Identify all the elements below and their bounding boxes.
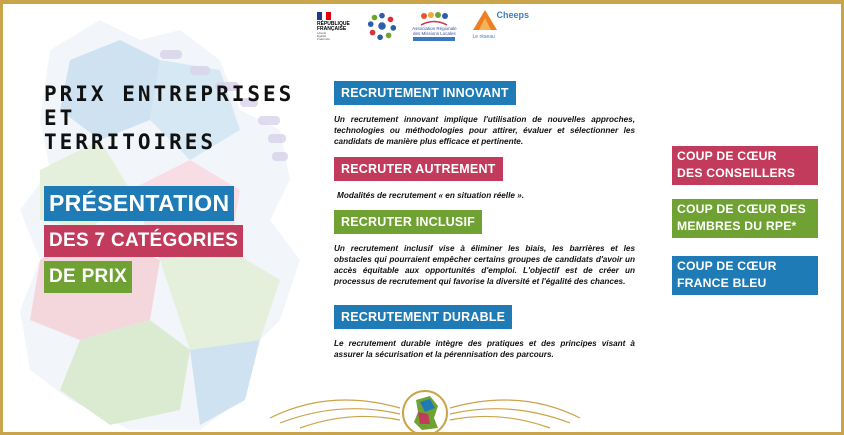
event-title [44, 82, 324, 154]
coup-de-coeur-france-bleu: COUP DE CŒUR FRANCE BLEU [672, 256, 818, 295]
category-recrutement-durable: RECRUTEMENT DURABLE [334, 305, 512, 329]
prix-badge: DE PRIX [44, 261, 132, 293]
republique-francaise-logo: RÉPUBLIQUE FRANÇAISE Liberté Égalité Fraternité [317, 12, 360, 41]
category-recruter-inclusif: RECRUTER INCLUSIF [334, 210, 482, 234]
category-description: Un recrutement innovant implique l'utilisation de nouvelles approches, technologies ou méthodologies pour attirer, évaluer et sélectionner les candidats de manière plus efficace et pertinente. [334, 115, 635, 146]
category-description: Un recrutement inclusif vise à éliminer les biais, les barrières et les obstacles qui pourraient empêcher certains groupes de candidats d'avoir un accès équitable aux opportunités d'emploi. L'objectif est de créer un processus de recrutement qui favorise la diversité et l'égalité des chances. [334, 244, 635, 286]
categories-badge: DES 7 CATÉGORIES [44, 225, 243, 257]
network-dots-logo [366, 9, 398, 43]
coup-de-coeur-rpe: COUP DE CŒUR DES MEMBRES DU RPE* [672, 199, 818, 238]
french-flag-icon [317, 12, 331, 20]
category-description: Modalités de recrutement « en situation réelle ». [337, 191, 525, 200]
category-recrutement-innovant: RECRUTEMENT INNOVANT [334, 81, 516, 105]
presentation-badge: PRÉSENTATION [44, 186, 234, 221]
event-title-line1: PRIX ENTREPRISES ET [44, 82, 295, 130]
coup-de-coeur-conseillers: COUP DE CŒUR DES CONSEILLERS [672, 146, 818, 185]
category-description: Le recrutement durable intègre des pratiques et des principes visant à assurer la sécurisation et la pérennisation des parcours. [334, 339, 635, 359]
cheeps-logo: Cheeps Le réseau [472, 10, 530, 40]
arml-logo: Association Régionale des Missions Locales [404, 12, 464, 41]
arml-people-icon [419, 12, 449, 26]
category-recruter-autrement: RECRUTER AUTREMENT [334, 157, 503, 181]
partner-logos [313, 4, 531, 48]
trophy-emblem [260, 378, 590, 435]
event-title-line2: TERRITOIRES [44, 130, 217, 154]
arml-bar [413, 37, 455, 41]
